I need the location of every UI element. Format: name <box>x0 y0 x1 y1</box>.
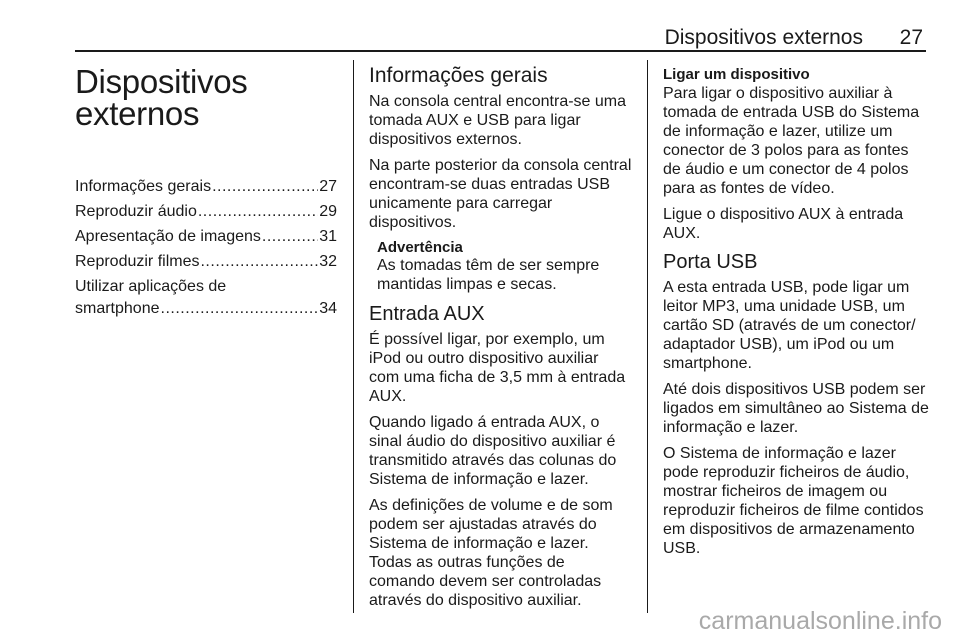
paragraph: Quando ligado á entrada AUX, o sinal áudio do dispositivo auxiliar é transmitido através das colunas do Sistema de informação e lazer. <box>369 414 617 488</box>
column-divider-1 <box>353 60 354 613</box>
paragraph: A esta entrada USB, pode ligar um leitor MP3, uma unidade USB, um cartão SD (através de um conector/ adaptador USB), um iPod ou um smartphone. <box>663 279 916 372</box>
header-rule <box>75 50 926 52</box>
toc-leader <box>262 226 318 248</box>
toc-entry[interactable] <box>75 276 337 320</box>
section-heading-general: Informações gerais <box>369 64 548 87</box>
toc-leader <box>200 251 318 273</box>
section-heading-aux: Entrada AUX <box>369 303 485 325</box>
paragraph: Na consola central encontra-se uma tomada AUX e USB para ligar dispositivos externos. <box>369 93 627 148</box>
paragraph: É possível ligar, por exemplo, um iPod ou outro dispositivo auxiliar com uma ficha de 3,5 mm à entrada AUX. <box>369 331 626 405</box>
general-column <box>369 60 633 617</box>
paragraph: O Sistema de informação e lazer pode reproduzir ficheiros de áudio, mostrar ficheiros de imagem ou reproduzir ficheiros de filme contidos em dispositivos de armazenamento USB. <box>663 445 924 557</box>
toc-entry[interactable] <box>75 251 337 273</box>
toc-label-line1: Utilizar aplicações de <box>75 278 227 295</box>
section-heading-usb: Porta USB <box>663 251 758 273</box>
toc-label: Informações gerais <box>75 178 212 195</box>
toc-entry[interactable] <box>75 176 337 198</box>
warning-text: As tomadas têm de ser sempre mantidas limpas e secas. <box>377 257 600 293</box>
page-number: 27 <box>899 26 923 49</box>
column-divider-2 <box>647 60 648 613</box>
usb-column <box>663 60 929 565</box>
paragraph: Na parte posterior da consola central encontram-se duas entradas USB unicamente para carregar dispositivos. <box>369 157 632 231</box>
toc-page: 31 <box>319 228 337 245</box>
toc-leader <box>161 298 319 320</box>
section-title: Dispositivos externos <box>664 26 863 49</box>
toc-label: Apresentação de imagens <box>75 228 261 245</box>
paragraph: Até dois dispositivos USB podem ser ligados em simultâneo ao Sistema de informação e lazer. <box>663 381 929 436</box>
chapter-title <box>75 63 337 132</box>
toc-leader <box>198 201 318 223</box>
toc-label-line2: smartphone <box>75 300 160 317</box>
toc-page: 34 <box>319 300 337 317</box>
paragraph: Para ligar o dispositivo auxiliar à tomada de entrada USB do Sistema de informação e lazer, utilize um conector de 3 polos para as fontes de áudio e um conector de 4 polos para as fontes de vídeo. <box>663 85 920 197</box>
toc-leader <box>212 176 318 198</box>
toc-label: Reproduzir áudio <box>75 203 197 220</box>
toc-label: Reproduzir filmes <box>75 253 200 270</box>
warning-title: Advertência <box>377 239 463 256</box>
chapter-title-line2: externos <box>75 95 200 132</box>
watermark: carmanualsonline.info <box>698 607 942 635</box>
paragraph: As definições de volume e de som podem ser ajustadas através do Sistema de informação e lazer. Todas as outras funções de comando devem ser controladas através do dispositivo auxiliar. <box>369 497 613 609</box>
paragraph: Ligue o dispositivo AUX à entrada AUX. <box>663 206 904 242</box>
toc-page: 32 <box>319 253 337 270</box>
subheading-connect: Ligar um dispositivo <box>663 66 810 83</box>
toc-page: 27 <box>319 178 337 195</box>
chapter-title-line1: Dispositivos <box>75 63 248 100</box>
toc-entry[interactable] <box>75 201 337 223</box>
toc-entry[interactable] <box>75 226 337 248</box>
toc-page: 29 <box>319 203 337 220</box>
running-header <box>75 26 923 50</box>
table-of-contents <box>75 176 337 320</box>
chapter-column <box>75 60 337 323</box>
warning-note <box>377 239 633 294</box>
